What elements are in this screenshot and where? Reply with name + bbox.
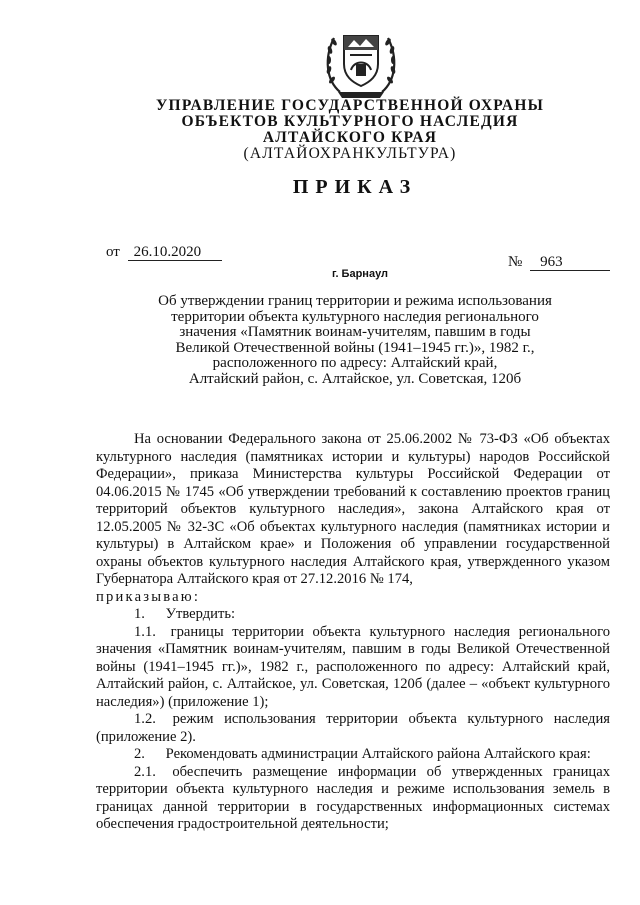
altai-krai-coat-of-arms-emblem [320, 20, 402, 102]
date-value: 26.10.2020 [128, 244, 222, 261]
document-type-title: ПРИКАЗ [292, 176, 418, 198]
item-number: 1.2. [134, 711, 156, 727]
city-name: г. Барнаул [331, 268, 389, 280]
subject-line-3: значения «Памятник воинам-учителям, павшим в годы [179, 324, 531, 340]
agency-line-1: УПРАВЛЕНИЕ ГОСУДАРСТВЕННОЙ ОХРАНЫ [155, 97, 544, 114]
subject-line-6: Алтайский район, с. Алтайское, ул. Советская, 120б [188, 370, 522, 387]
order-item [96, 711, 610, 746]
order-word: приказываю: [96, 588, 201, 605]
document-subject [140, 294, 570, 387]
document-body [96, 431, 610, 834]
order-item [96, 746, 610, 764]
item-number: 2. [134, 746, 145, 762]
order-item [96, 764, 610, 834]
document-date [106, 244, 222, 261]
preamble-paragraph: На основании Федерального закона от 25.06.2002 № 73-ФЗ «Об объектах культурного наследия (памятниках истории и культуры) народов Российской Федерации», приказа Министерства культуры Российской Федерации от 04.06.2015 № 1745 «Об утверждении требований к составлению проектов границ территорий объектов культурного наследия», закона Алтайского края от 12.05.2005 № 32-ЗС «Об объектах культурного наследия (памятниках истории и культуры) в Алтайском крае» и Положения об управлении государственной охраны объектов культурного наследия Алтайского края, утвержденного указом Губернатора Алтайского края от 27.12.2016 № 174, [96, 431, 610, 587]
order-item [96, 624, 610, 712]
agency-name [150, 98, 550, 162]
item-text: границы территории объекта культурного наследия регионального значения «Памятник воинам-учителям, павшим в годы Великой Отечественной войны (1941–1945 гг.)», 1982 г., расположенного по адресу: Алтайский край, Алтайский район, с. Алтайское, ул. Советская, 120б (далее – «объект культурного наследия») (приложение 1); [96, 623, 610, 710]
subject-line-2: территории объекта культурного наследия регионального [171, 308, 539, 325]
document-number [508, 254, 610, 271]
item-number: 2.1. [134, 763, 156, 780]
agency-line-2: ОБЪЕКТОВ КУЛЬТУРНОГО НАСЛЕДИЯ [181, 113, 519, 130]
subject-line-5: расположенного по адресу: Алтайский край, [212, 355, 498, 371]
item-text: обеспечить размещение информации об утвержденных границах территории объекта культурного наследия и режиме использования земель в границах данной территории в государственных информационных системах обеспечения градостроительной деятельности; [96, 763, 610, 832]
date-prefix: от [106, 244, 120, 260]
item-number: 1.1. [134, 623, 156, 640]
item-number: 1. [134, 606, 145, 622]
number-value: 963 [530, 254, 610, 271]
agency-line-4: (АЛТАЙОХРАНКУЛЬТУРА) [243, 145, 457, 162]
subject-line-4: Великой Отечественной войны (1941–1945 гг.)», 1982 г., [175, 339, 535, 356]
agency-line-3: АЛТАЙСКОГО КРАЯ [262, 129, 438, 146]
item-text: режим использования территории объекта культурного наследия (приложение 2). [96, 711, 611, 745]
subject-line-1: Об утверждении границ территории и режима использования [158, 293, 552, 309]
item-text: Рекомендовать администрации Алтайского района Алтайского края: [165, 746, 591, 762]
item-text: Утвердить: [165, 606, 236, 622]
number-prefix: № [508, 254, 523, 270]
order-item [96, 606, 610, 624]
